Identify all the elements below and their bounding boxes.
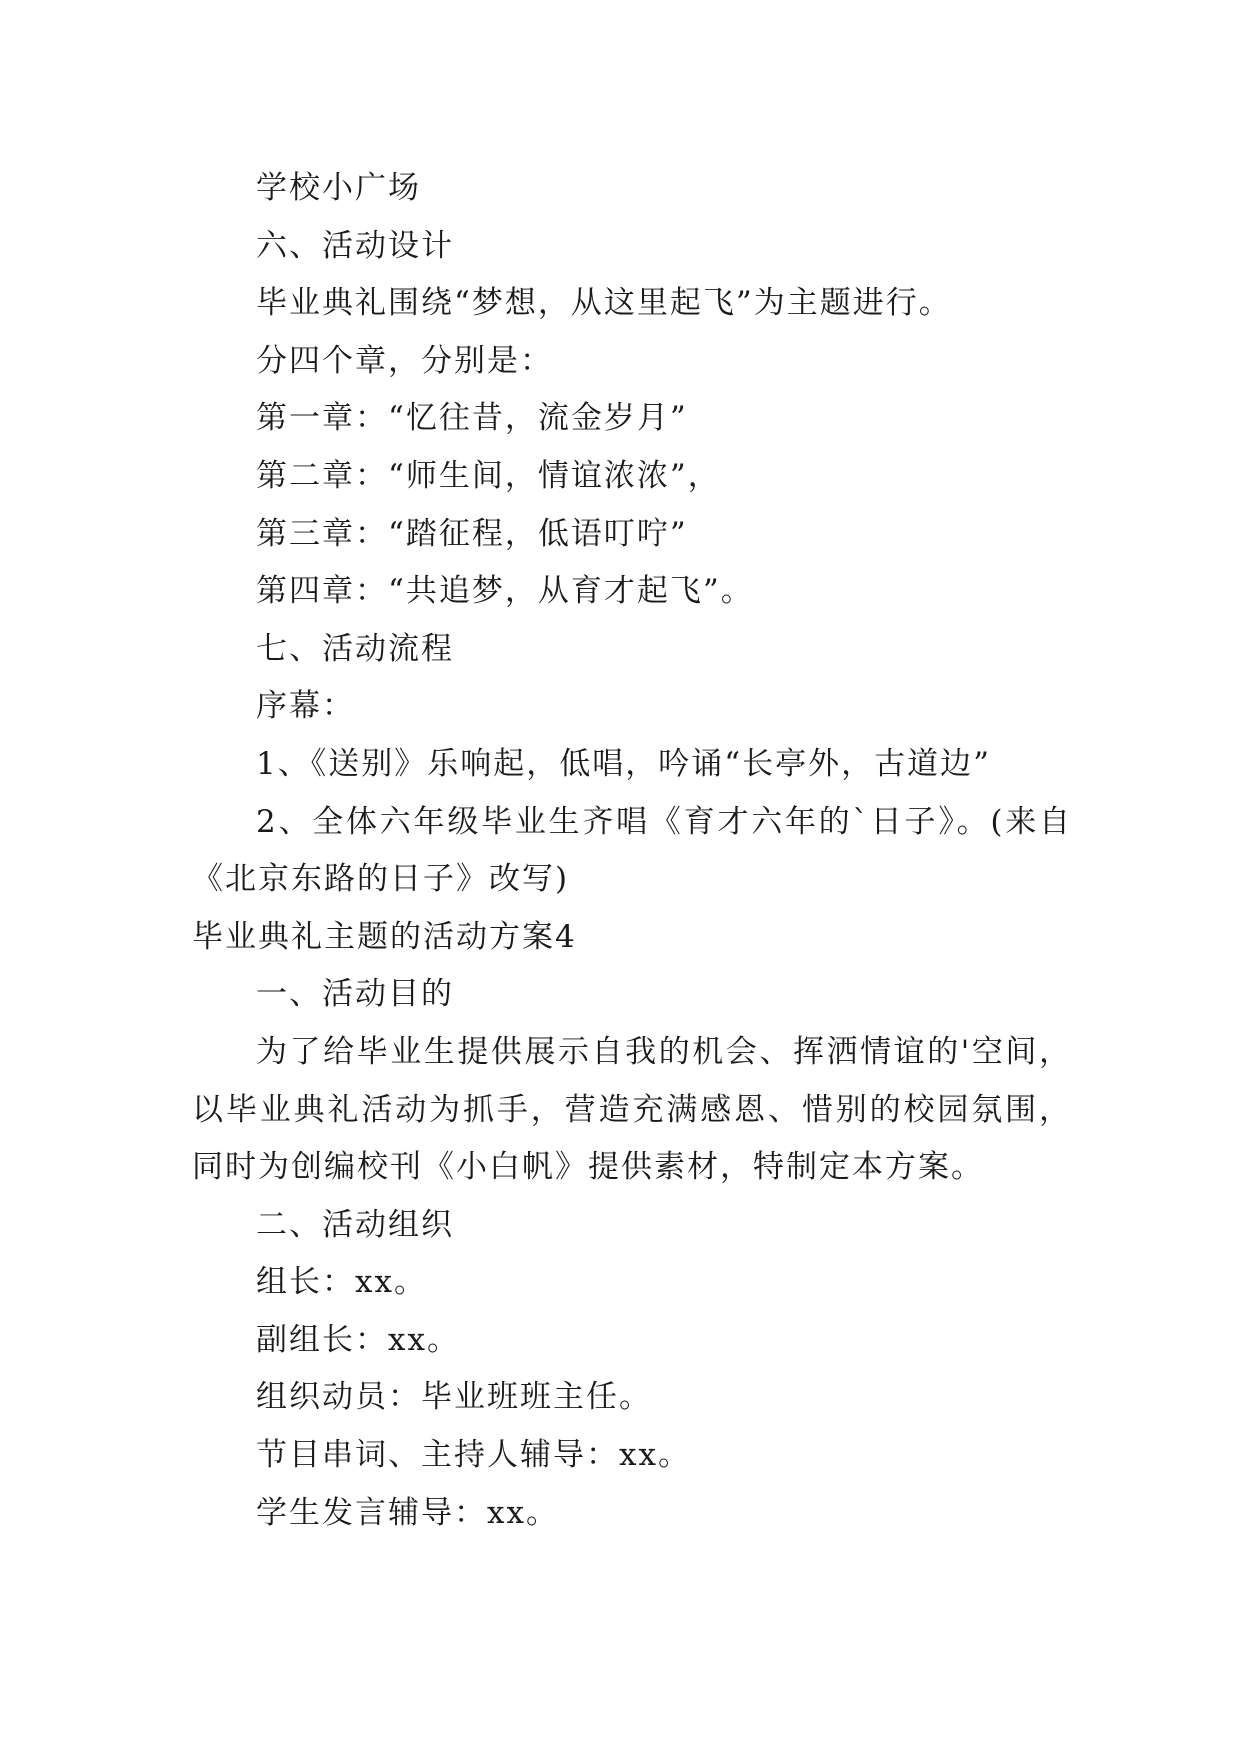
text-line: 组织动员：毕业班班主任。: [256, 1379, 652, 1416]
list-item-paragraph: 2、全体六年级毕业生齐唱《育才六年的`日子》。(来自《北京东路的日子》改写): [192, 803, 1072, 898]
text-line: 学生发言辅导：xx。: [256, 1494, 559, 1531]
text-line: 毕业典礼围绕“梦想，从这里起飞”为主题进行。: [256, 285, 952, 322]
chapter-line: 第二章：“师生间，情谊浓浓”，: [256, 457, 721, 494]
text-line: 分四个章，分别是：: [256, 342, 553, 379]
chapter-line: 第一章：“忆往昔，流金岁月”: [256, 400, 688, 437]
text-line: 组长：xx。: [256, 1264, 427, 1301]
chapter-line: 第四章：“共追梦，从育才起飞”。: [256, 573, 754, 610]
list-item: 1、《送别》乐响起，低唱，吟诵“长亭外，古道边”: [256, 745, 991, 782]
section-heading: 六、活动设计: [256, 227, 454, 264]
section-heading: 七、活动流程: [256, 630, 454, 667]
text-line: 序幕：: [256, 688, 355, 725]
section-heading: 一、活动目的: [256, 976, 454, 1013]
text-line: 节目串词、主持人辅导：xx。: [256, 1437, 691, 1474]
document-page: [192, 160, 1072, 1542]
text-line: 学校小广场: [256, 170, 421, 206]
chapter-line: 第三章：“踏征程，低语叮咛”: [256, 515, 688, 552]
section-heading: 二、活动组织: [256, 1206, 454, 1243]
body-paragraph: 为了给毕业生提供展示自我的机会、挥洒情谊的'空间，以毕业典礼活动为抓手，营造充满感恩、惜别的校园氛围，同时为创编校刊《小白帆》提供素材，特制定本方案。: [192, 1033, 1072, 1186]
text-line: 副组长：xx。: [256, 1321, 460, 1358]
document-title: 毕业典礼主题的活动方案4: [192, 918, 577, 955]
